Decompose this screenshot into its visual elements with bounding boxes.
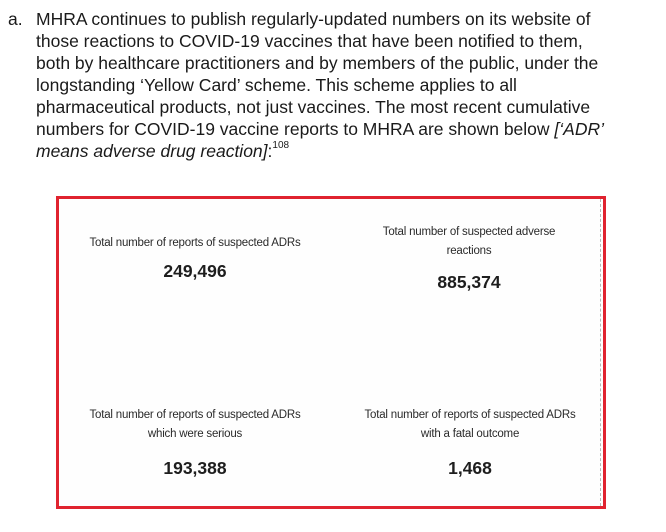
stat-value: 249,496 xyxy=(163,261,227,281)
paragraph-line-text: numbers for COVID-19 vaccine reports to MHRA are shown below xyxy=(36,119,550,139)
stat-label: Total number of suspected adverse xyxy=(382,226,556,238)
adr-definition-part2: means adverse drug reaction] xyxy=(36,141,268,161)
paragraph-line: pharmaceutical products, not just vaccines. The most recent cumulative xyxy=(36,97,591,117)
stat-label: Total number of reports of suspected ADRs xyxy=(364,409,576,421)
stat-label: Total number of reports of suspected ADRs xyxy=(89,237,301,249)
stat-total-reactions xyxy=(359,223,579,293)
statistics-grid xyxy=(59,199,601,506)
stat-fatal-reports xyxy=(343,406,597,479)
stat-value: 193,388 xyxy=(163,458,227,478)
paragraph-line-7 xyxy=(36,140,664,162)
paragraph-body xyxy=(36,8,664,162)
colon: : xyxy=(267,141,273,161)
paragraph-line: those reactions to COVID-19 vaccines that have been notified to them, xyxy=(36,31,583,51)
stat-label: which were serious xyxy=(147,428,243,440)
adr-statistics-panel xyxy=(56,196,606,509)
paragraph-line: both by healthcare practitioners and by members of the public, under the xyxy=(36,53,599,73)
stat-label: reactions xyxy=(446,245,492,257)
adr-definition-part1: [‘ADR’ xyxy=(554,119,605,139)
paragraph-marker: a. xyxy=(8,9,23,29)
stat-value: 885,374 xyxy=(437,272,501,292)
paragraph-line: MHRA continues to publish regularly-updated numbers on its website of xyxy=(36,9,591,29)
stat-serious-reports xyxy=(75,406,315,479)
stat-total-reports xyxy=(75,234,315,282)
stat-label: Total number of reports of suspected ADRs xyxy=(89,409,301,421)
footnote-reference: 108 xyxy=(272,140,290,152)
paragraph-line-6 xyxy=(36,118,664,140)
stat-value: 1,468 xyxy=(448,458,492,478)
paragraph-line: longstanding ‘Yellow Card’ scheme. This scheme applies to all xyxy=(36,75,517,95)
stat-label: with a fatal outcome xyxy=(420,428,520,440)
